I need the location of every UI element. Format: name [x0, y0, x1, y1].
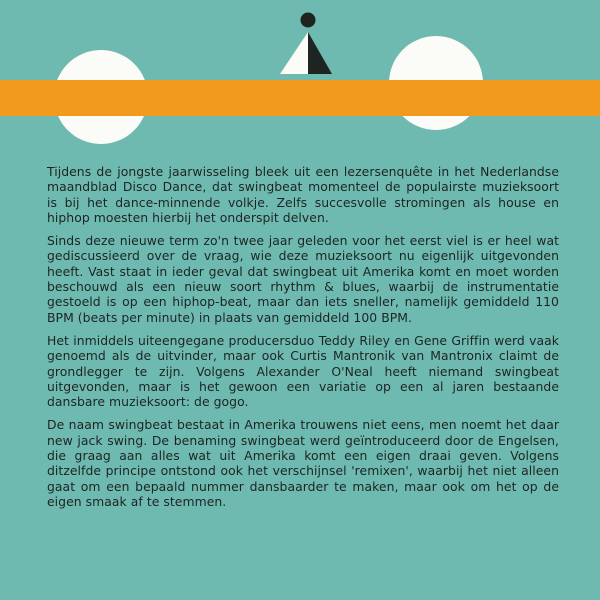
orange-stripe [0, 80, 600, 116]
pyramid-with-dot-icon [276, 10, 336, 76]
logo-triangle-light [280, 32, 308, 74]
logo-dot [301, 13, 316, 28]
logo-triangle-dark [308, 32, 332, 74]
paragraph-3: Het inmiddels uiteengegane producersduo Teddy Riley en Gene Griffin werd vaak genoemd als de uitvinder, maar ook Curtis Mantronik van Mantronix claimt de grondlegger te zijn. Volgens Alexander O'Neal heeft niemand swingbeat uitgevonden, maar is het gewoon een variatie op een al jaren bestaande dansbare muzieksoort: de gogo. [47, 332, 559, 410]
paragraph-1: Tijdens de jongste jaarwisseling bleek uit een lezersenquête in het Nederlandse maandblad Disco Dance, dat swingbeat momenteel de populairste muzieksoort is bij het dance-minnende volkje. Zelfs succesvolle stromingen als house en hiphop moesten hierbij het onderspit delven. [47, 164, 559, 225]
paragraph-2: Sinds deze nieuwe term zo'n twee jaar geleden voor het eerst viel is er heel wat gediscussieerd over de vraag, wie deze muzieksoort nu eigenlijk uitgevonden heeft. Vast staat in ieder geval dat swingbeat uit Amerika komt en moet worden beschouwd als een nieuw soort rhythm & blues, waarbij de instrumentatie gestoeld is op een hiphop-beat, maar dan iets sneller, namelijk gemiddeld 110 BPM (beats per minute) in plaats van gemiddeld 100 BPM. [47, 233, 559, 325]
paragraph-4: De naam swingbeat bestaat in Amerika trouwens niet eens, men noemt het daar new jack swing. De benaming swingbeat werd geïntroduceerd door de Engelsen, die graag aan alles wat uit Amerika komt een eigen draai geven. Volgens ditzelfde principe ontstond ook het verschijnsel 'remixen', waarbij het niet alleen gaat om een bepaald nummer dansbaarder te maken, maar ook om het op de eigen smaak af te stemmen. [47, 417, 559, 509]
article-body [47, 164, 559, 517]
